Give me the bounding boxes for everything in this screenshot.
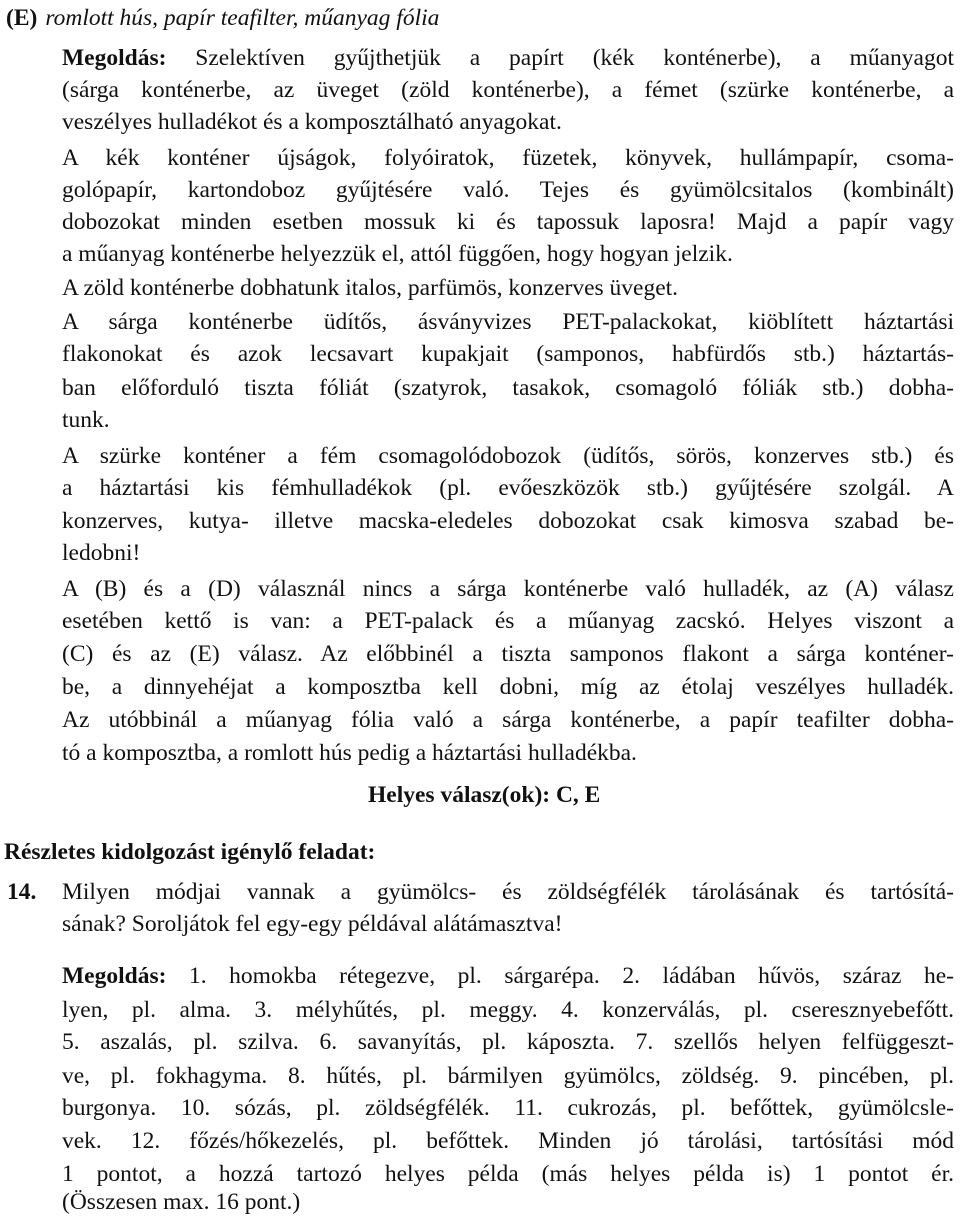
solution-line: A kék konténer újságok, folyóiratok, füzetek, könyvek, hullámpapír, csoma-	[62, 145, 954, 171]
solution-line: ledobni!	[62, 540, 141, 566]
solution-line	[62, 960, 954, 992]
solution-line: 1 pontot, a hozzá tartozó helyes példa (más helyes példa is) 1 pontot ér.	[62, 1161, 954, 1187]
solution-line: A zöld konténerbe dobhatunk italos, parfümös, konzerves üveget.	[62, 275, 679, 301]
solution-line: burgonya. 10. sózás, pl. zöldségfélék. 11. cukrozás, pl. befőttek, gyümölcsle-	[62, 1095, 954, 1121]
solution-line: (C) és az (E) válasz. Az előbbinél a tiszta samponos flakont a sárga konténer-	[62, 641, 954, 667]
option-letter: (E)	[6, 5, 38, 31]
solution-line	[62, 42, 954, 74]
solution-line: tunk.	[62, 407, 110, 433]
solution-line: A (B) és a (D) válasznál nincs a sárga konténerbe való hulladék, az (A) válasz	[62, 576, 954, 602]
solution-text: 1. homokba rétegezve, pl. sárgarépa. 2. ládában hűvös, száraz he-	[166, 963, 954, 989]
solution-line: be, a dinnyehéjat a komposztba kell dobni, míg az étolaj veszélyes hulladék.	[62, 674, 954, 700]
solution-line: a műanyag konténerbe helyezzük el, attól függően, hogy hogyan jelzik.	[62, 241, 733, 267]
solution-line: A szürke konténer a fém csomagolódobozok (üdítős, sörös, konzerves stb.) és	[62, 443, 954, 469]
solution-line: Az utóbbinál a műanyag fólia való a sárga konténerbe, a papír teafilter dobha-	[62, 707, 954, 733]
question-line: sának? Soroljátok fel egy-egy példával alátámasztva!	[62, 911, 563, 937]
solution-text: Szelektíven gyűjthetjük a papírt (kék konténerbe), a műanyagot	[166, 45, 954, 71]
section-heading: Részletes kidolgozást igénylő feladat:	[4, 839, 376, 865]
solution-line: (Összesen max. 16 pont.)	[62, 1189, 301, 1215]
solution-line: lyen, pl. alma. 3. mélyhűtés, pl. meggy. 4. konzerválás, pl. cseresznyebefőtt.	[62, 997, 954, 1023]
solution-line: golópapír, kartondoboz gyűjtésére való. Tejes és gyümölcsitalos (kombinált)	[62, 177, 954, 203]
solution-line: 5. aszalás, pl. szilva. 6. savanyítás, pl. káposzta. 7. szellős helyen felfüggeszt-	[62, 1029, 954, 1055]
solution-line: flakonokat és azok lecsavart kupakjait (samponos, habfürdős stb.) háztartás-	[62, 341, 954, 367]
solution-line: (sárga konténerbe, az üveget (zöld konténerbe), a fémet (szürke konténerbe, a	[62, 77, 954, 103]
question-number: 14.	[7, 879, 37, 905]
question-line: Milyen módjai vannak a gyümölcs- és zöldségfélék tárolásának és tartósítá-	[62, 879, 954, 905]
correct-answer: Helyes válasz(ok): C, E	[368, 782, 601, 808]
solution-line: tó a komposztba, a romlott hús pedig a háztartási hulladékba.	[62, 740, 637, 766]
solution-line: vek. 12. főzés/hőkezelés, pl. befőttek. Minden jó tárolási, tartósítási mód	[62, 1128, 954, 1154]
solution-line: esetében kettő is van: a PET-palack és a műanyag zacskó. Helyes viszont a	[62, 608, 954, 634]
solution-line: veszélyes hulladékot és a komposztálható anyagokat.	[62, 109, 562, 135]
solution-label: Megoldás:	[62, 963, 167, 989]
solution-label: Megoldás:	[62, 45, 167, 71]
option-e	[6, 2, 439, 34]
solution-line: konzerves, kutya- illetve macska-eledeles dobozokat csak kimosva szabad be-	[62, 508, 954, 534]
solution-line: A sárga konténerbe üdítős, ásványvizes PET-palackokat, kiöblített háztartási	[62, 309, 954, 335]
option-text: romlott hús, papír teafilter, műanyag fólia	[45, 5, 440, 31]
solution-line: a háztartási kis fémhulladékok (pl. evőeszközök stb.) gyűjtésére szolgál. A	[62, 475, 954, 501]
solution-line: ban előforduló tiszta fóliát (szatyrok, tasakok, csomagoló fóliák stb.) dobha-	[62, 375, 954, 401]
solution-line: dobozokat minden esetben mossuk ki és tapossuk laposra! Majd a papír vagy	[62, 209, 954, 235]
solution-line: ve, pl. fokhagyma. 8. hűtés, pl. bármilyen gyümölcs, zöldség. 9. pincében, pl.	[62, 1063, 954, 1089]
